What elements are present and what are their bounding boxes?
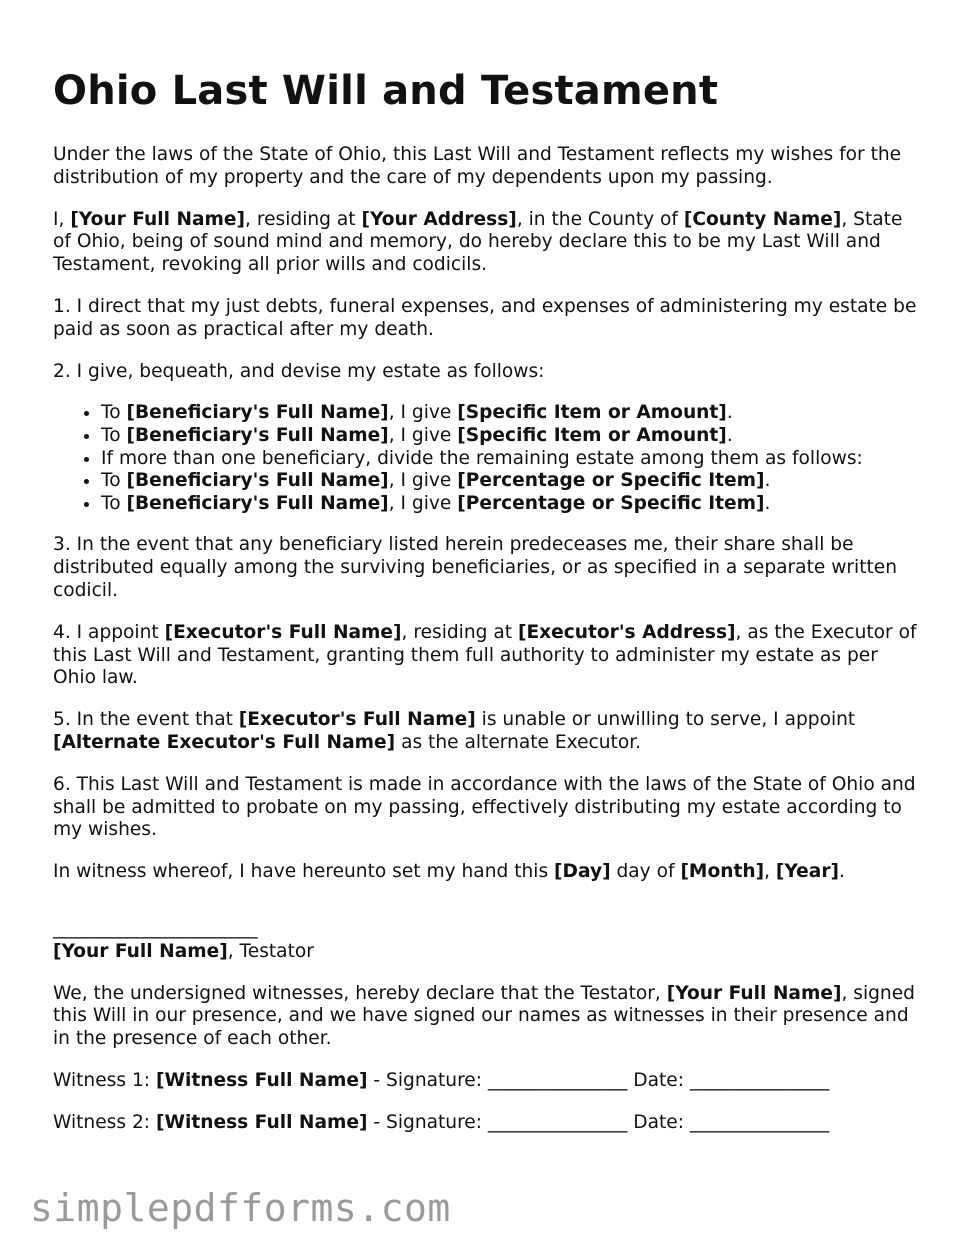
- clause-6: 6. This Last Will and Testament is made in accordance with the laws of the State of Ohio and shall be admitted to probate on my passing, effectively distributing my estate according to my wishes.: [53, 773, 916, 841]
- declaration-paragraph: I, [Your Full Name], residing at [Your Address], in the County of [County Name], State of Ohio, being of sound mind and memory, do hereby declare this to be my Last Will and Testament, revoking all prior wills and codicils.: [53, 208, 903, 276]
- clause-1: 1. I direct that my just debts, funeral expenses, and expenses of administering my estate be paid as soon as practical after my death.: [53, 295, 917, 340]
- list-item: • To [Beneficiary's Full Name], I give [Percentage or Specific Item].: [101, 493, 925, 516]
- witness-declaration: We, the undersigned witnesses, hereby declare that the Testator, [Your Full Name], signed this Will in our presence, and we have signed our names as witnesses in their presence and in the presence of each other.: [53, 982, 915, 1050]
- page-title: Ohio Last Will and Testament: [53, 68, 719, 114]
- clause-3: 3. In the event that any beneficiary listed herein predeceases me, their share shall be distributed equally among the surviving beneficiaries, or as specified in a separate written codicil.: [53, 534, 898, 601]
- alternate-executor-placeholder: [Alternate Executor's Full Name]: [53, 731, 396, 753]
- intro-paragraph: Under the laws of the State of Ohio, this Last Will and Testament reflects my wishes for the distribution of my property and the care of my dependents upon my passing.: [53, 144, 902, 188]
- month-placeholder: [Month]: [680, 861, 765, 883]
- executor-name-placeholder: [Executor's Full Name]: [164, 621, 402, 643]
- testator-signature-block: ______________________ [Your Full Name], Testator: [53, 918, 925, 964]
- testator-name-placeholder: [Your Full Name]: [70, 208, 246, 230]
- year-placeholder: [Year]: [775, 861, 839, 883]
- witness-2-line: Witness 2: [Witness Full Name] - Signature: _______________ Date: _______________: [53, 1111, 830, 1133]
- clause-2: 2. I give, bequeath, and devise my estate as follows:: [53, 360, 545, 382]
- list-item: • To [Beneficiary's Full Name], I give [Specific Item or Amount].: [101, 402, 925, 425]
- list-item: • To [Beneficiary's Full Name], I give [Specific Item or Amount].: [101, 425, 925, 448]
- will-document: [53, 66, 925, 1153]
- testator-name: [Your Full Name]: [53, 940, 228, 962]
- clause-5: 5. In the event that [Executor's Full Name] is unable or unwilling to serve, I appoint [Alternate Executor's Full Name] as the alternate Executor.: [53, 709, 856, 753]
- day-placeholder: [Day]: [554, 861, 611, 883]
- witness-clause: In witness whereof, I have hereunto set my hand this [Day] day of [Month], [Year].: [53, 861, 845, 883]
- signature-line: ______________________: [53, 917, 258, 939]
- executor-address-placeholder: [Executor's Address]: [517, 621, 736, 643]
- list-item: • If more than one beneficiary, divide the remaining estate among them as follows:: [101, 448, 925, 471]
- clause-4: 4. I appoint [Executor's Full Name], residing at [Executor's Address], as the Executor of this Last Will and Testament, granting them full authority to administer my estate as per Ohio law.: [53, 621, 917, 689]
- list-item: • To [Beneficiary's Full Name], I give [Percentage or Specific Item].: [101, 470, 925, 493]
- witness-1-line: Witness 1: [Witness Full Name] - Signature: _______________ Date: _______________: [53, 1069, 830, 1091]
- watermark: simplepdfforms.com: [30, 1186, 451, 1230]
- bequest-list: [53, 402, 925, 515]
- county-placeholder: [County Name]: [683, 208, 842, 230]
- address-placeholder: [Your Address]: [361, 208, 517, 230]
